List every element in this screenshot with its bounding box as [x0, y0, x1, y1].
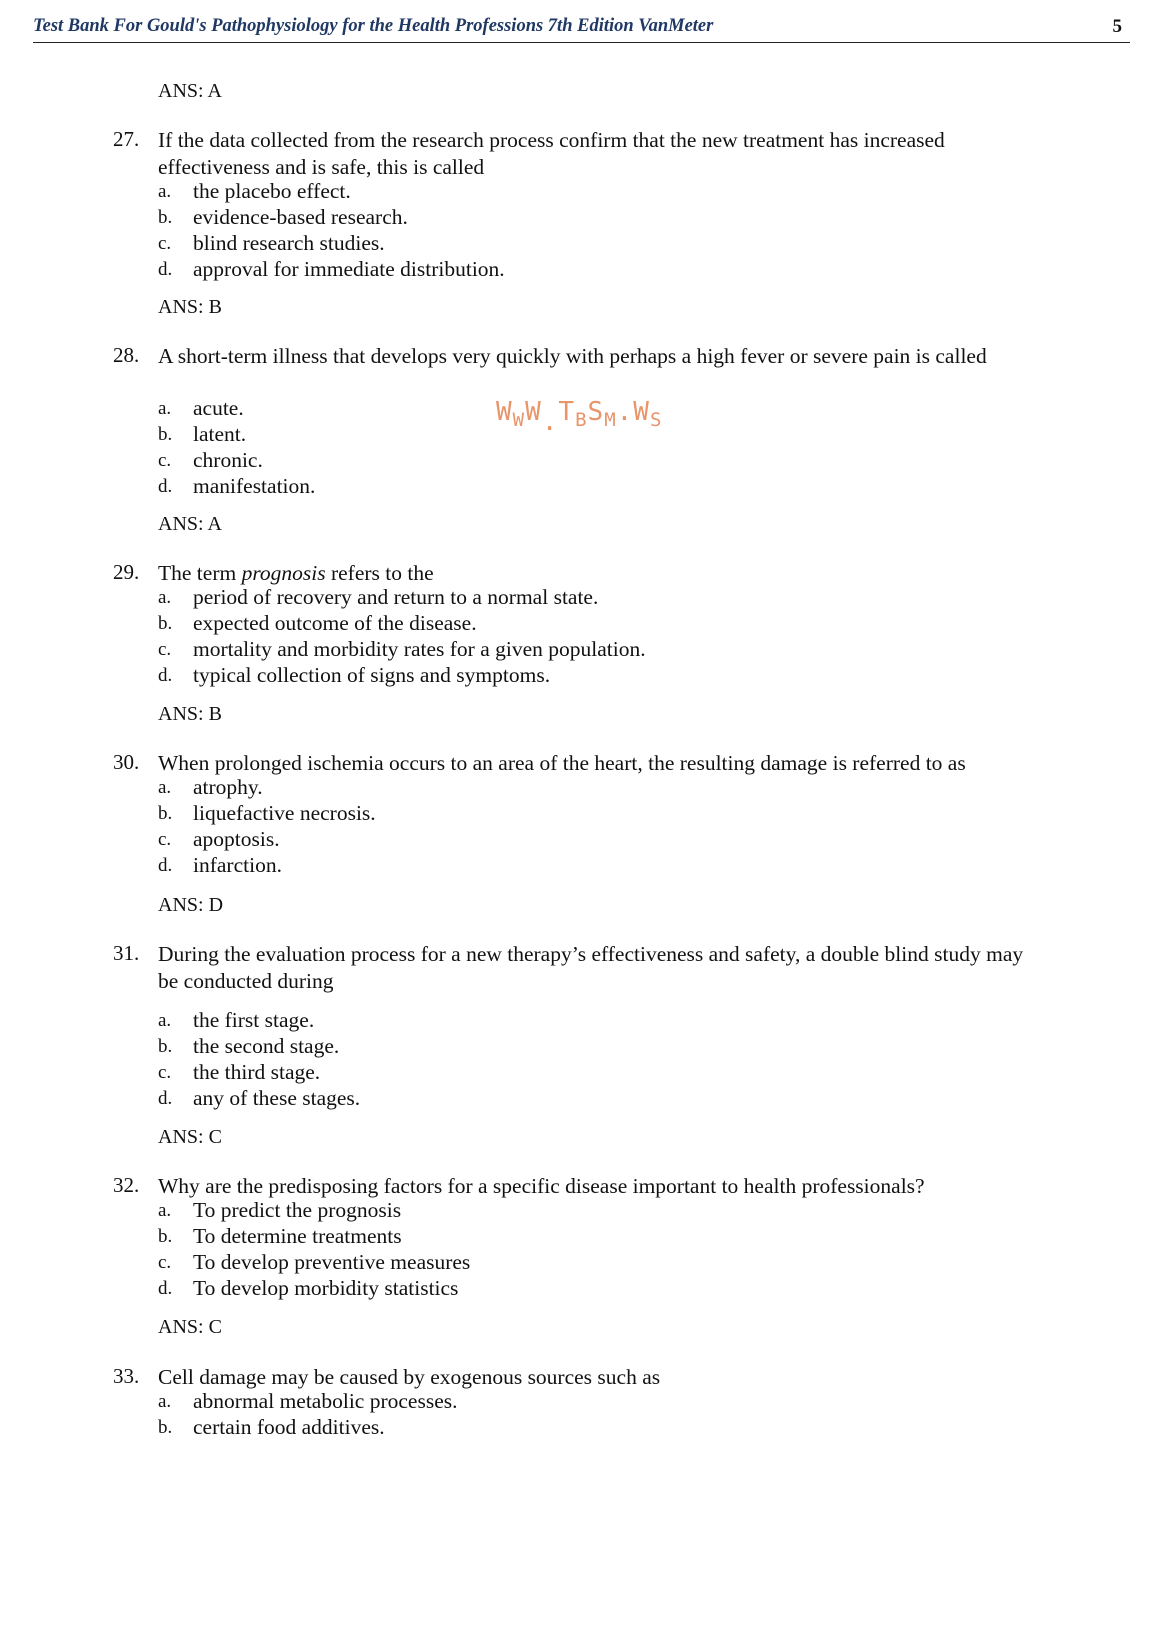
option-text: typical collection of signs and symptoms. [193, 663, 551, 687]
option-text: latent. [193, 422, 247, 446]
option [0, 803, 1000, 830]
option-letter: b. [158, 613, 173, 634]
option-letter: c. [158, 1062, 172, 1083]
question-number: 28. [113, 343, 140, 367]
option-text: the second stage. [193, 1034, 340, 1058]
option-letter: d. [158, 1278, 173, 1299]
option-text: atrophy. [193, 775, 263, 799]
option-letter: b. [158, 424, 173, 445]
option-text: To predict the prognosis [193, 1198, 402, 1222]
option-text: To determine treatments [193, 1224, 402, 1248]
option [0, 1062, 1000, 1089]
option-text: any of these stages. [193, 1086, 361, 1110]
option-letter: b. [158, 803, 173, 824]
option [0, 855, 1000, 882]
option [0, 259, 1000, 286]
option-letter: c. [158, 233, 172, 254]
option-text: period of recovery and return to a normal state. [193, 585, 599, 609]
option-text: mortality and morbidity rates for a given population. [193, 637, 646, 661]
option [0, 1391, 1000, 1418]
option-letter: c. [158, 450, 172, 471]
option [0, 424, 1000, 451]
option [0, 476, 1000, 503]
question-number: 30. [113, 750, 140, 774]
option [0, 1226, 1000, 1253]
option-letter: d. [158, 259, 173, 280]
answer-label: ANS: B [158, 703, 222, 725]
option-letter: b. [158, 207, 173, 228]
option-text: the first stage. [193, 1008, 315, 1032]
option-text: abnormal metabolic processes. [193, 1389, 458, 1413]
option-text: evidence-based research. [193, 205, 408, 229]
question-text: During the evaluation process for a new therapy’s effectiveness and safety, a double blind study may be conducted during [158, 942, 1024, 993]
question-number: 31. [113, 941, 140, 965]
option [0, 829, 1000, 856]
option-text: To develop morbidity statistics [193, 1276, 459, 1300]
option-letter: d. [158, 665, 173, 686]
option [0, 1278, 1000, 1305]
option-text: To develop preventive measures [193, 1250, 471, 1274]
option-letter: b. [158, 1417, 173, 1438]
option-letter: b. [158, 1226, 173, 1247]
option [0, 1252, 1000, 1279]
option [0, 450, 1000, 477]
option-letter: c. [158, 639, 172, 660]
option-letter: a. [158, 1200, 172, 1221]
option [0, 207, 1000, 234]
answer-label: ANS: A [158, 513, 222, 535]
option-letter: b. [158, 1036, 173, 1057]
option-text: the third stage. [193, 1060, 321, 1084]
option-letter: d. [158, 476, 173, 497]
question-number: 32. [113, 1173, 140, 1197]
option-letter: a. [158, 777, 172, 798]
question-text: Cell damage may be caused by exogenous sources such as [158, 1365, 661, 1389]
option [0, 777, 1000, 804]
option [0, 613, 1000, 640]
question-text: A short-term illness that develops very quickly with perhaps a high fever or severe pain is called [158, 344, 987, 368]
option [0, 1036, 1000, 1063]
option [0, 233, 1000, 260]
option-text: apoptosis. [193, 827, 280, 851]
option [0, 1088, 1000, 1115]
option [0, 1417, 1000, 1444]
answer-label: ANS: A [158, 80, 222, 102]
option-text: liquefactive necrosis. [193, 801, 376, 825]
option-letter: d. [158, 855, 173, 876]
option [0, 181, 1000, 208]
option-letter: a. [158, 181, 172, 202]
option [0, 665, 1000, 692]
question-number: 27. [113, 127, 140, 151]
header-title: Test Bank For Gould's Pathophysiology for the Health Professions 7th Edition VanMeter [33, 16, 714, 36]
watermark: $W_WW.T_BS_M.W_S$ [496, 397, 663, 437]
option-text: blind research studies. [193, 231, 385, 255]
page-number: 5 [1112, 16, 1122, 37]
option [0, 1200, 1000, 1227]
question-number: 29. [113, 560, 140, 584]
question-text: When prolonged ischemia occurs to an area of the heart, the resulting damage is referred to as [158, 751, 966, 775]
option-text: acute. [193, 396, 244, 420]
option [0, 587, 1000, 614]
option-text: approval for immediate distribution. [193, 257, 505, 281]
option [0, 1010, 1000, 1037]
option-text: infarction. [193, 853, 282, 877]
answer-label: ANS: C [158, 1126, 222, 1148]
italic-term: prognosis [241, 561, 326, 585]
option-letter: c. [158, 829, 172, 850]
answer-label: ANS: B [158, 296, 222, 318]
option-letter: a. [158, 398, 172, 419]
option [0, 639, 1000, 666]
option-text: certain food additives. [193, 1415, 385, 1439]
question-text: Why are the predisposing factors for a specific disease important to health professionals? [158, 1174, 925, 1198]
option-text: chronic. [193, 448, 263, 472]
option-letter: d. [158, 1088, 173, 1109]
option-letter: a. [158, 1010, 172, 1031]
answer-label: ANS: D [158, 894, 224, 916]
question-number: 33. [113, 1364, 140, 1388]
answer-label: ANS: C [158, 1316, 222, 1338]
option-letter: c. [158, 1252, 172, 1273]
option-letter: a. [158, 1391, 172, 1412]
question-text: The term prognosis refers to the [158, 561, 434, 585]
question-text: If the data collected from the research process confirm that the new treatment has increased effectiveness and is safe, this is called [158, 128, 945, 179]
option-text: the placebo effect. [193, 179, 351, 203]
option-letter: a. [158, 587, 172, 608]
option-text: expected outcome of the disease. [193, 611, 477, 635]
option-text: manifestation. [193, 474, 316, 498]
